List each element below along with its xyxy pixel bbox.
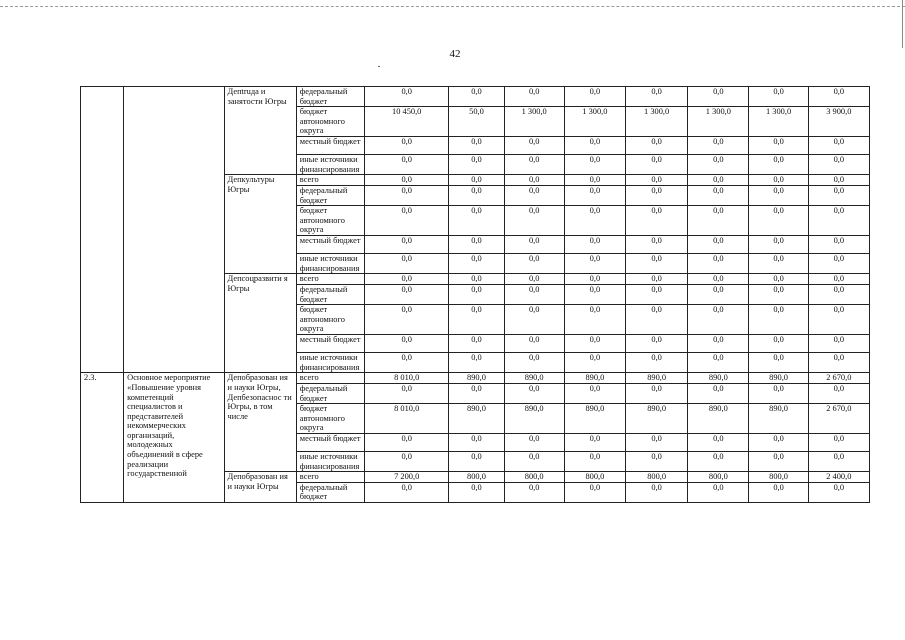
value-cell: 0,0 xyxy=(808,305,869,335)
value-cell: 0,0 xyxy=(688,383,749,403)
value-cell: 0,0 xyxy=(688,185,749,205)
executor-cell: Депобразован ия и науки Югры xyxy=(224,472,296,503)
value-cell: 0,0 xyxy=(808,482,869,502)
funding-source-cell: местный бюджет xyxy=(296,137,364,155)
value-cell: 0,0 xyxy=(449,155,504,175)
value-cell: 0,0 xyxy=(626,284,688,304)
value-cell: 0,0 xyxy=(749,185,808,205)
value-cell: 0,0 xyxy=(688,87,749,107)
value-cell: 0,0 xyxy=(808,335,869,353)
funding-source-cell: местный бюджет xyxy=(296,434,364,452)
value-cell: 0,0 xyxy=(626,335,688,353)
value-cell: 890,0 xyxy=(504,404,564,434)
value-cell: 0,0 xyxy=(626,175,688,186)
value-cell: 0,0 xyxy=(365,137,449,155)
scan-speck xyxy=(378,66,380,67)
value-cell: 0,0 xyxy=(564,87,625,107)
value-cell: 0,0 xyxy=(449,305,504,335)
value-cell: 0,0 xyxy=(626,482,688,502)
value-cell: 0,0 xyxy=(564,236,625,254)
event-name-cell: Основное мероприятие «Повышение уровня компетенций специалистов и представителей некоммерческих организаций, молодежных объединений в сфере реализации государственной xyxy=(124,373,224,503)
executor-cell: Депсоцразвити я Югры xyxy=(224,274,296,373)
value-cell: 0,0 xyxy=(449,284,504,304)
value-cell: 800,0 xyxy=(626,472,688,483)
value-cell: 0,0 xyxy=(626,155,688,175)
executor-cell: Депкультуры Югры xyxy=(224,175,296,274)
value-cell: 800,0 xyxy=(688,472,749,483)
funding-source-cell: федеральный бюджет xyxy=(296,482,364,502)
value-cell: 890,0 xyxy=(688,373,749,384)
value-cell: 7 200,0 xyxy=(365,472,449,483)
value-cell: 0,0 xyxy=(365,353,449,373)
funding-source-cell: бюджет автономного округа xyxy=(296,305,364,335)
funding-source-cell: местный бюджет xyxy=(296,236,364,254)
executor-cell: Депобразован ия и науки Югры, Депбезопаснос ти Югры, в том числе xyxy=(224,373,296,472)
value-cell: 0,0 xyxy=(564,155,625,175)
value-cell: 0,0 xyxy=(749,87,808,107)
value-cell: 0,0 xyxy=(365,452,449,472)
executor-cell: Депtruда и занятости Югры xyxy=(224,87,296,175)
value-cell: 10 450,0 xyxy=(365,107,449,137)
value-cell: 1 300,0 xyxy=(564,107,625,137)
funding-source-cell: всего xyxy=(296,175,364,186)
value-cell: 0,0 xyxy=(688,284,749,304)
value-cell: 890,0 xyxy=(564,404,625,434)
value-cell: 0,0 xyxy=(808,284,869,304)
value-cell: 0,0 xyxy=(504,274,564,285)
value-cell: 0,0 xyxy=(365,175,449,186)
value-cell: 8 010,0 xyxy=(365,404,449,434)
value-cell: 0,0 xyxy=(749,155,808,175)
scan-right-edge xyxy=(902,0,903,48)
value-cell: 0,0 xyxy=(749,452,808,472)
value-cell: 0,0 xyxy=(688,254,749,274)
value-cell: 0,0 xyxy=(688,434,749,452)
funding-source-cell: федеральный бюджет xyxy=(296,185,364,205)
value-cell: 0,0 xyxy=(365,305,449,335)
value-cell: 0,0 xyxy=(688,155,749,175)
value-cell: 0,0 xyxy=(504,452,564,472)
value-cell: 0,0 xyxy=(749,434,808,452)
value-cell: 0,0 xyxy=(504,137,564,155)
value-cell: 890,0 xyxy=(749,404,808,434)
value-cell: 0,0 xyxy=(449,335,504,353)
value-cell: 0,0 xyxy=(365,254,449,274)
value-cell: 0,0 xyxy=(449,452,504,472)
value-cell: 0,0 xyxy=(564,434,625,452)
value-cell: 0,0 xyxy=(808,254,869,274)
value-cell: 0,0 xyxy=(365,236,449,254)
value-cell: 0,0 xyxy=(449,383,504,403)
value-cell: 890,0 xyxy=(688,404,749,434)
value-cell: 0,0 xyxy=(564,383,625,403)
value-cell: 890,0 xyxy=(626,404,688,434)
value-cell: 0,0 xyxy=(808,274,869,285)
value-cell: 0,0 xyxy=(449,353,504,373)
value-cell: 0,0 xyxy=(449,254,504,274)
value-cell: 0,0 xyxy=(626,137,688,155)
value-cell: 0,0 xyxy=(365,274,449,285)
funding-source-cell: всего xyxy=(296,472,364,483)
value-cell: 0,0 xyxy=(365,206,449,236)
value-cell: 800,0 xyxy=(504,472,564,483)
value-cell: 0,0 xyxy=(449,206,504,236)
value-cell: 0,0 xyxy=(749,175,808,186)
table-row xyxy=(81,373,870,384)
value-cell: 0,0 xyxy=(626,87,688,107)
value-cell: 0,0 xyxy=(564,335,625,353)
value-cell: 0,0 xyxy=(626,383,688,403)
value-cell: 0,0 xyxy=(449,87,504,107)
table-body xyxy=(81,87,870,503)
value-cell: 0,0 xyxy=(564,353,625,373)
funding-source-cell: местный бюджет xyxy=(296,335,364,353)
funding-source-cell: федеральный бюджет xyxy=(296,87,364,107)
value-cell: 0,0 xyxy=(808,175,869,186)
funding-source-cell: бюджет автономного округа xyxy=(296,206,364,236)
value-cell: 0,0 xyxy=(688,206,749,236)
value-cell: 0,0 xyxy=(365,185,449,205)
funding-source-cell: бюджет автономного округа xyxy=(296,404,364,434)
value-cell: 890,0 xyxy=(626,373,688,384)
value-cell: 890,0 xyxy=(749,373,808,384)
value-cell: 0,0 xyxy=(449,274,504,285)
value-cell: 0,0 xyxy=(504,87,564,107)
value-cell: 890,0 xyxy=(449,404,504,434)
value-cell: 0,0 xyxy=(504,335,564,353)
value-cell: 0,0 xyxy=(504,305,564,335)
value-cell: 0,0 xyxy=(504,434,564,452)
funding-source-cell: иные источники финансирования xyxy=(296,353,364,373)
value-cell: 0,0 xyxy=(504,155,564,175)
value-cell: 2 400,0 xyxy=(808,472,869,483)
value-cell: 0,0 xyxy=(749,305,808,335)
value-cell: 0,0 xyxy=(808,383,869,403)
value-cell: 1 300,0 xyxy=(688,107,749,137)
value-cell: 3 900,0 xyxy=(808,107,869,137)
value-cell: 890,0 xyxy=(504,373,564,384)
page-number: 42 xyxy=(449,48,461,60)
value-cell: 0,0 xyxy=(626,206,688,236)
value-cell: 0,0 xyxy=(626,452,688,472)
value-cell: 0,0 xyxy=(749,284,808,304)
value-cell: 0,0 xyxy=(808,137,869,155)
value-cell: 0,0 xyxy=(808,236,869,254)
value-cell: 0,0 xyxy=(688,274,749,285)
value-cell: 800,0 xyxy=(449,472,504,483)
value-cell: 0,0 xyxy=(749,137,808,155)
value-cell: 0,0 xyxy=(749,236,808,254)
value-cell: 0,0 xyxy=(449,185,504,205)
value-cell: 2 670,0 xyxy=(808,404,869,434)
value-cell: 0,0 xyxy=(688,175,749,186)
value-cell: 800,0 xyxy=(749,472,808,483)
value-cell: 0,0 xyxy=(365,87,449,107)
value-cell: 0,0 xyxy=(365,335,449,353)
value-cell: 0,0 xyxy=(564,206,625,236)
value-cell: 0,0 xyxy=(365,284,449,304)
value-cell: 0,0 xyxy=(749,206,808,236)
value-cell: 0,0 xyxy=(365,434,449,452)
value-cell: 0,0 xyxy=(365,482,449,502)
value-cell: 0,0 xyxy=(626,353,688,373)
value-cell: 1 300,0 xyxy=(504,107,564,137)
value-cell: 0,0 xyxy=(626,185,688,205)
value-cell: 0,0 xyxy=(808,155,869,175)
value-cell: 890,0 xyxy=(564,373,625,384)
funding-source-cell: иные источники финансирования xyxy=(296,155,364,175)
value-cell: 0,0 xyxy=(688,335,749,353)
value-cell: 0,0 xyxy=(449,175,504,186)
value-cell: 0,0 xyxy=(688,137,749,155)
value-cell: 0,0 xyxy=(626,434,688,452)
value-cell: 0,0 xyxy=(626,274,688,285)
value-cell: 0,0 xyxy=(808,452,869,472)
value-cell: 50,0 xyxy=(449,107,504,137)
value-cell: 0,0 xyxy=(749,254,808,274)
value-cell: 0,0 xyxy=(564,482,625,502)
value-cell: 0,0 xyxy=(749,353,808,373)
row-number-cell: 2.3. xyxy=(81,373,124,503)
funding-table xyxy=(80,86,870,503)
value-cell: 8 010,0 xyxy=(365,373,449,384)
value-cell: 0,0 xyxy=(365,383,449,403)
value-cell: 0,0 xyxy=(749,335,808,353)
value-cell: 0,0 xyxy=(504,206,564,236)
value-cell: 0,0 xyxy=(808,434,869,452)
value-cell: 1 300,0 xyxy=(749,107,808,137)
value-cell: 0,0 xyxy=(564,284,625,304)
value-cell: 0,0 xyxy=(504,383,564,403)
funding-source-cell: иные источники финансирования xyxy=(296,452,364,472)
value-cell: 0,0 xyxy=(688,236,749,254)
value-cell: 0,0 xyxy=(504,482,564,502)
value-cell: 0,0 xyxy=(808,87,869,107)
value-cell: 0,0 xyxy=(808,185,869,205)
value-cell: 0,0 xyxy=(808,206,869,236)
value-cell: 0,0 xyxy=(808,353,869,373)
value-cell: 0,0 xyxy=(365,155,449,175)
value-cell: 890,0 xyxy=(449,373,504,384)
value-cell: 0,0 xyxy=(449,482,504,502)
value-cell: 0,0 xyxy=(449,236,504,254)
scan-top-border xyxy=(0,6,905,7)
value-cell: 0,0 xyxy=(749,482,808,502)
value-cell: 0,0 xyxy=(504,254,564,274)
value-cell: 0,0 xyxy=(688,482,749,502)
funding-source-cell: иные источники финансирования xyxy=(296,254,364,274)
value-cell: 0,0 xyxy=(449,434,504,452)
value-cell: 0,0 xyxy=(626,254,688,274)
value-cell: 0,0 xyxy=(504,284,564,304)
value-cell: 0,0 xyxy=(564,274,625,285)
table-row xyxy=(81,87,870,107)
row-number-cell xyxy=(81,87,124,373)
funding-source-cell: всего xyxy=(296,373,364,384)
value-cell: 0,0 xyxy=(564,175,625,186)
value-cell: 0,0 xyxy=(504,353,564,373)
funding-source-cell: всего xyxy=(296,274,364,285)
value-cell: 0,0 xyxy=(564,305,625,335)
funding-source-cell: бюджет автономного округа xyxy=(296,107,364,137)
value-cell: 0,0 xyxy=(688,305,749,335)
value-cell: 2 670,0 xyxy=(808,373,869,384)
value-cell: 0,0 xyxy=(504,185,564,205)
value-cell: 0,0 xyxy=(504,236,564,254)
value-cell: 0,0 xyxy=(688,452,749,472)
value-cell: 0,0 xyxy=(749,383,808,403)
funding-source-cell: федеральный бюджет xyxy=(296,284,364,304)
value-cell: 0,0 xyxy=(564,254,625,274)
value-cell: 0,0 xyxy=(626,236,688,254)
value-cell: 0,0 xyxy=(564,137,625,155)
value-cell: 0,0 xyxy=(449,137,504,155)
value-cell: 1 300,0 xyxy=(626,107,688,137)
value-cell: 0,0 xyxy=(688,353,749,373)
value-cell: 0,0 xyxy=(564,185,625,205)
value-cell: 800,0 xyxy=(564,472,625,483)
value-cell: 0,0 xyxy=(749,274,808,285)
value-cell: 0,0 xyxy=(564,452,625,472)
event-name-cell xyxy=(124,87,224,373)
value-cell: 0,0 xyxy=(504,175,564,186)
funding-source-cell: федеральный бюджет xyxy=(296,383,364,403)
value-cell: 0,0 xyxy=(626,305,688,335)
